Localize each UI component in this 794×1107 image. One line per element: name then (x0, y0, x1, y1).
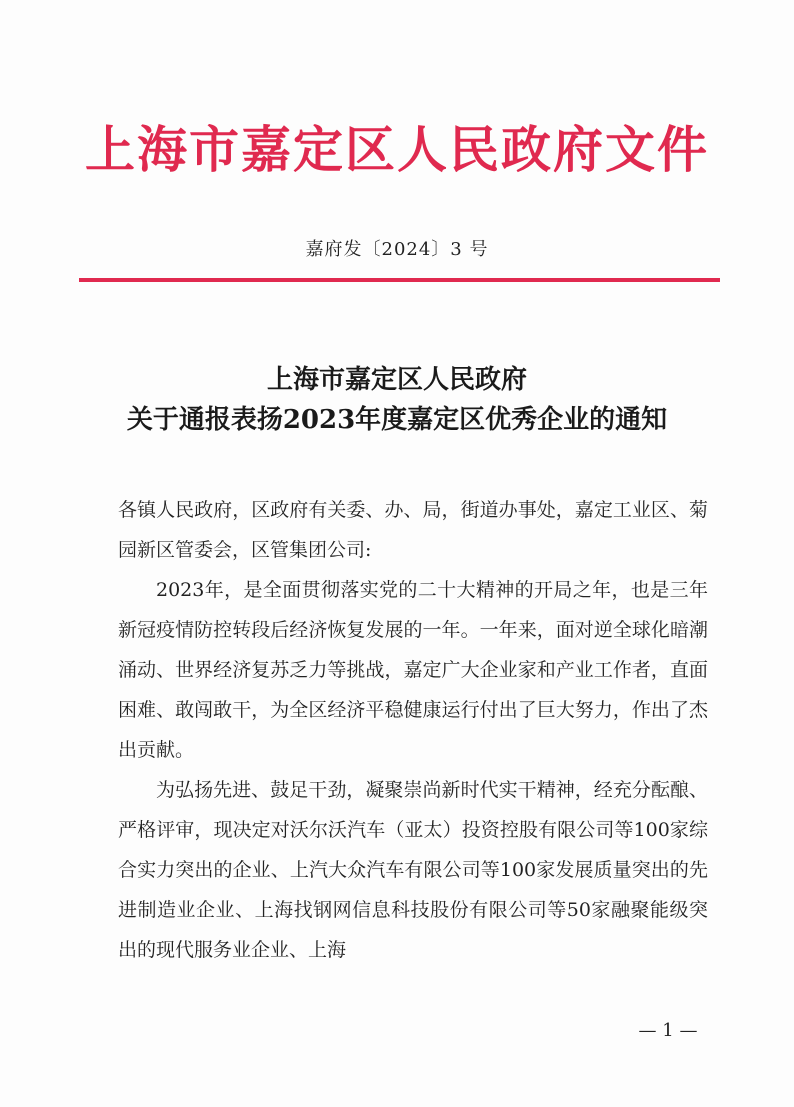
document-header-title: 上海市嘉定区人民政府文件 (85, 120, 709, 179)
paragraph-2: 为弘扬先进、鼓足干劲，凝聚崇尚新时代实干精神，经充分酝酿、严格评审，现决定对沃尔沃汽车（亚太）投资控股有限公司等100家综合实力突出的企业、上汽大众汽车有限公司等100家发展质量突出的先进制造业企业、上海找钢网信息科技股份有限公司等50家融聚能级突出的现代服务业企业、上海 (118, 779, 708, 961)
page-number: — 1 — (638, 1020, 698, 1041)
salutation: 各镇人民政府，区政府有关委、办、局，街道办事处，嘉定工业区、菊园新区管委会，区管集团公司: (118, 499, 708, 561)
notice-title (0, 360, 794, 440)
notice-title-line-2: 关于通报表扬2023年度嘉定区优秀企业的通知 (126, 405, 668, 435)
notice-body (118, 490, 708, 970)
document-number: 嘉府发〔2024〕3 号 (305, 239, 489, 260)
paragraph-1: 2023年，是全面贯彻落实党的二十大精神的开局之年，也是三年新冠疫情防控转段后经济恢复发展的一年。一年来，面对逆全球化暗潮涌动、世界经济复苏乏力等挑战，嘉定广大企业家和产业工作者，直面困难、敢闯敢干，为全区经济平稳健康运行付出了巨大努力，作出了杰出贡献。 (118, 579, 708, 761)
notice-title-line-1: 上海市嘉定区人民政府 (266, 365, 527, 395)
red-divider-line (79, 278, 720, 282)
